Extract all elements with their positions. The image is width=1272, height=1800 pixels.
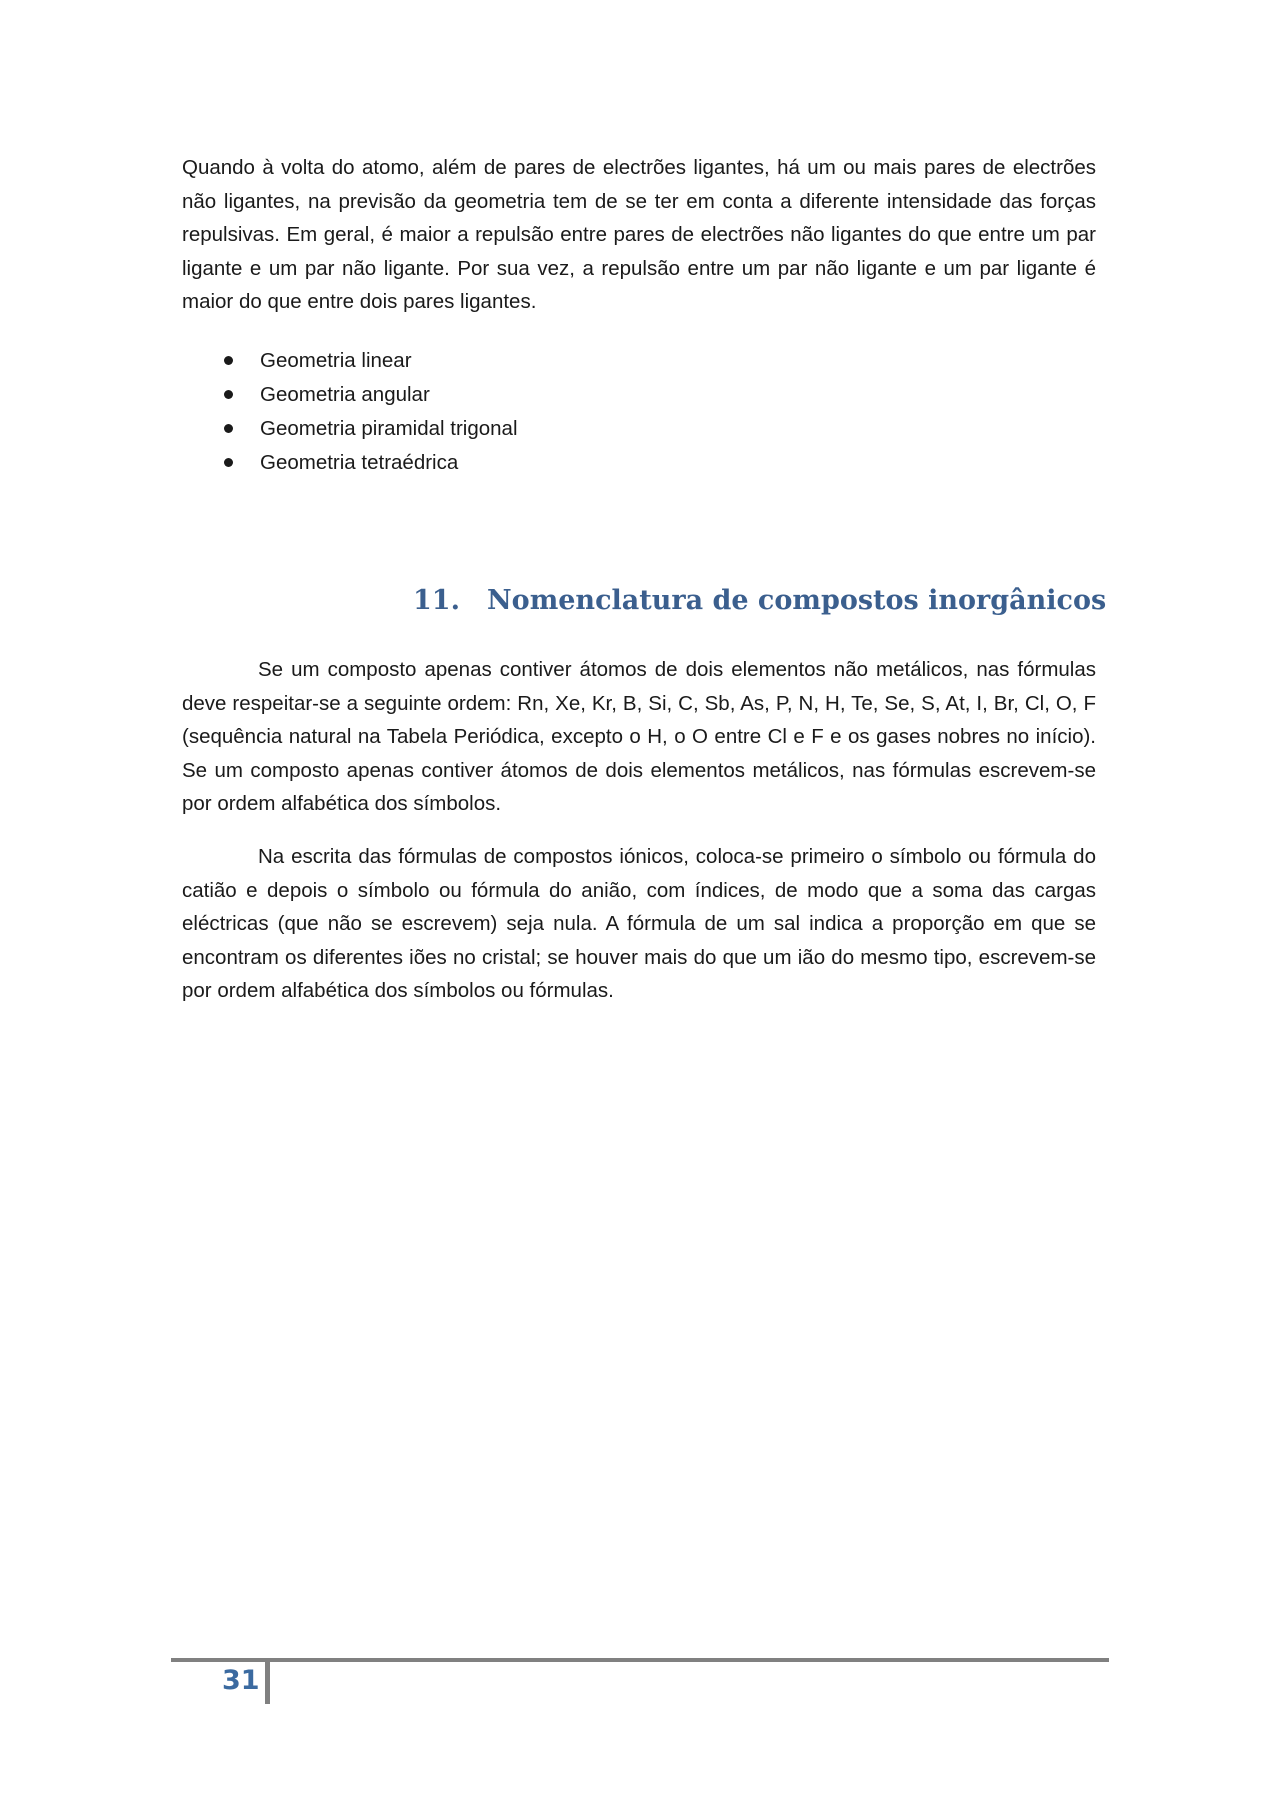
section-heading <box>413 585 1106 616</box>
bullet-icon <box>224 424 233 433</box>
footer-divider <box>171 1658 1109 1662</box>
section-number: 11. <box>413 585 460 616</box>
section-title: Nomenclatura de compostos inorgânicos <box>487 585 1107 616</box>
bullet-text: Geometria piramidal trigonal <box>260 417 518 440</box>
list-item <box>224 446 518 480</box>
bullet-icon <box>224 390 233 399</box>
bullet-icon <box>224 356 233 365</box>
bullet-text: Geometria tetraédrica <box>260 451 459 474</box>
list-item <box>224 378 518 412</box>
list-item <box>224 412 518 446</box>
section-paragraph-block-2 <box>182 840 1096 1008</box>
bullet-icon <box>224 458 233 467</box>
intro-paragraph: Quando à volta do atomo, além de pares de electrões ligantes, há um ou mais pares de electrões não ligantes, na previsão da geometria tem de se ter em conta a diferente intensidade das forças repulsivas. Em geral, é maior a repulsão entre pares de electrões não ligantes do que entre um par ligante e um par não ligante. Por sua vez, a repulsão entre um par não ligante e um par ligante é maior do que entre dois pares ligantes. <box>182 156 1096 313</box>
section-paragraph: Na escrita das fórmulas de compostos iónicos, coloca-se primeiro o símbolo ou fórmula do catião e depois o símbolo ou fórmula do anião, com índices, de modo que a soma das cargas eléctricas (que não se escrevem) seja nula. A fórmula de um sal indica a proporção em que se encontram os diferentes iões no cristal; se houver mais do que um ião do mesmo tipo, escrevem-se por ordem alfabética dos símbolos ou fórmulas. <box>182 845 1096 1002</box>
intro-paragraph-block <box>182 151 1096 319</box>
footer-vertical-bar <box>265 1660 270 1704</box>
page-number: 31 <box>222 1665 260 1696</box>
section-paragraph-block-1 <box>182 653 1096 821</box>
bullet-text: Geometria angular <box>260 383 430 406</box>
section-paragraph: Se um composto apenas contiver átomos de dois elementos não metálicos, nas fórmulas deve respeitar-se a seguinte ordem: Rn, Xe, Kr, B, Si, C, Sb, As, P, N, H, Te, Se, S, At, I, Br, Cl, O, F (sequência natural na Tabela Periódica, excepto o H, o O entre Cl e F e os gases nobres no início). Se um composto apenas contiver átomos de dois elementos metálicos, nas fórmulas escrevem-se por ordem alfabética dos símbolos. <box>182 658 1096 815</box>
bullet-text: Geometria linear <box>260 349 412 372</box>
geometry-bullet-list <box>224 344 518 480</box>
list-item <box>224 344 518 378</box>
